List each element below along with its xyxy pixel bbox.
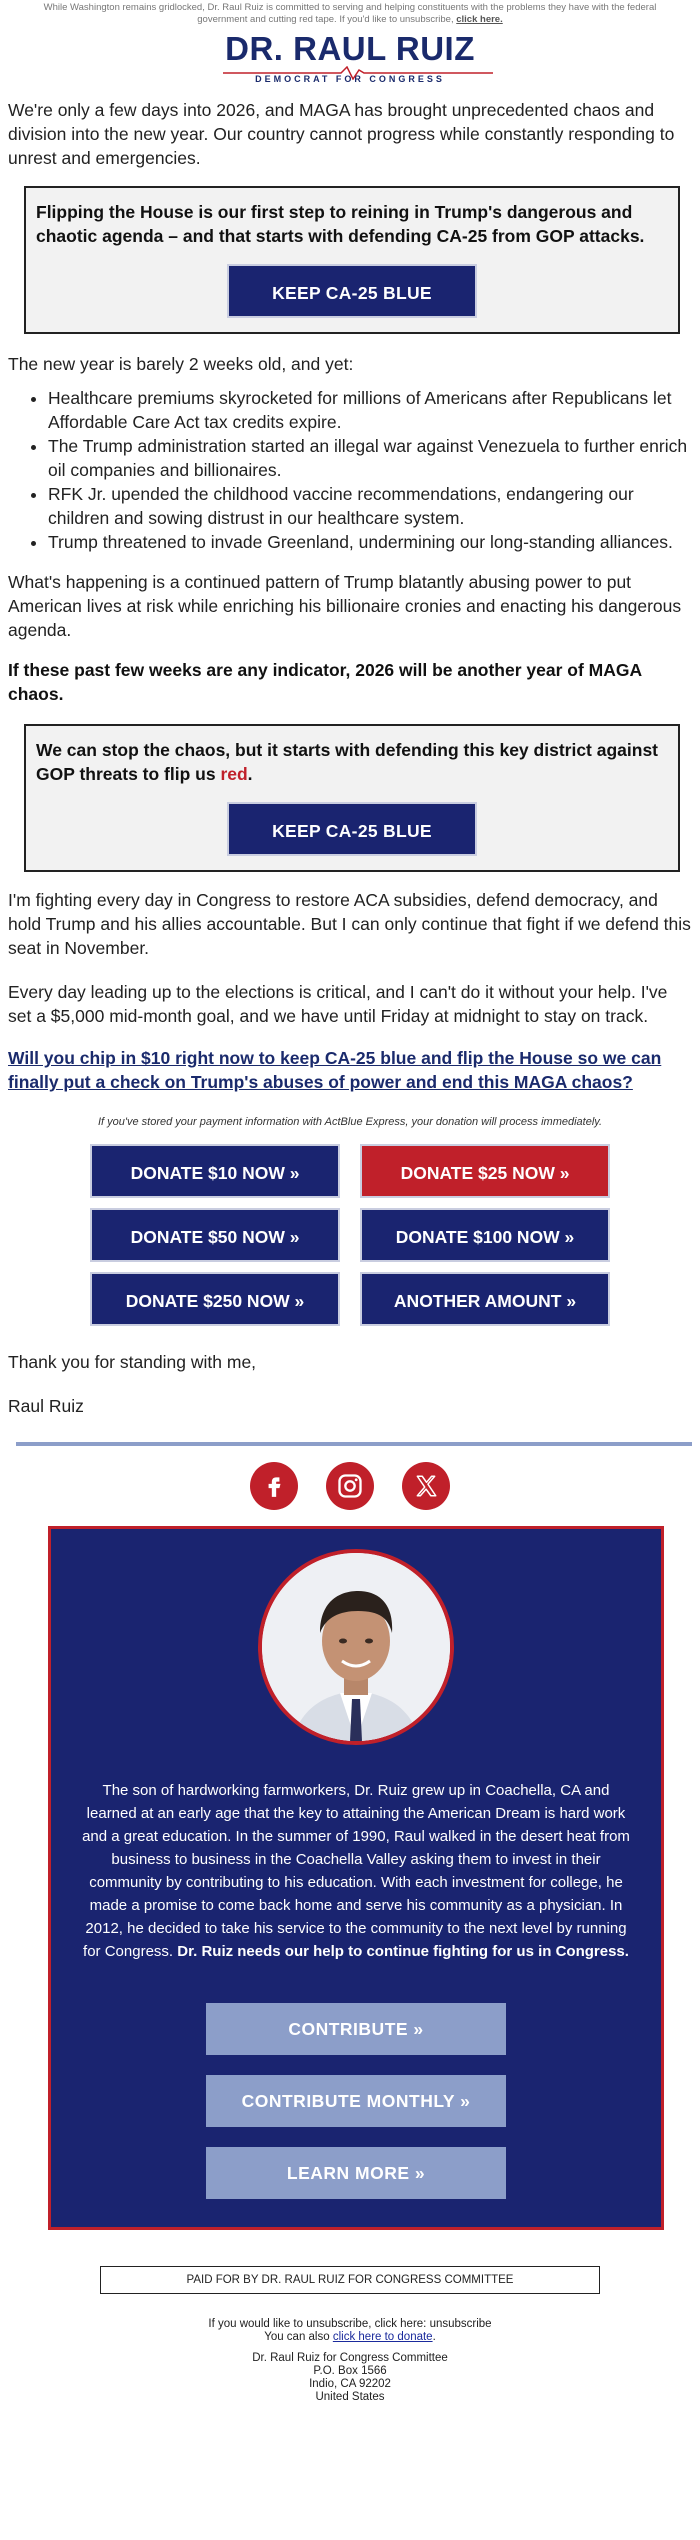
preheader-unsubscribe-link[interactable]: click here. (456, 14, 503, 25)
ask-link[interactable]: Will you chip in $10 right now to keep CA-25 blue and flip the House so we can finally put a check on Trump's abuses of power and end this MAGA chaos? (8, 1048, 662, 1092)
facebook-icon[interactable] (250, 1462, 298, 1510)
address-line: Dr. Raul Ruiz for Congress Committee (252, 2352, 448, 2364)
bio-text-body: The son of hardworking farmworkers, Dr. Ruiz grew up in Coachella, CA and learned at an early age that the key to attaining the American Dream is hard work and a great education. In the summer of 1990, Raul walked in the desert heat from business to business in the Coachella Valley asking them to invest in their community by contributing to his education. With each investment for college, he made a promise to come back home and serve his community as a physician. In 2012, he decided to take his service to the community to the next level by running for Congress. (82, 1782, 630, 1960)
list-item: • Trump threatened to invade Greenland, undermining our long-standing alliances. (48, 530, 692, 554)
social-links (8, 1462, 692, 1510)
pattern-paragraph: What's happening is a continued pattern of Trump blatantly abusing power to put American lives at risk while enriching his billionaire cronies and enacting his dangerous agenda. (8, 572, 682, 640)
portrait-icon (262, 1553, 450, 1741)
footer-donate-prefix: You can also (264, 2331, 333, 2343)
callout-2-text-before: We can stop the chaos, but it starts with defending this key district against GOP threats to flip us (36, 740, 659, 784)
donate-100-button[interactable]: DONATE $100 NOW » (360, 1208, 610, 1262)
list-item: • Healthcare premiums skyrocketed for millions of Americans after Republicans let Affordable Care Act tax credits expire. (48, 386, 692, 434)
list-item: • The Trump administration started an illegal war against Venezuela to further enrich oil companies and billionaires. (48, 434, 692, 482)
bio-text-bold: Dr. Ruiz needs our help to continue fighting for us in Congress. (177, 1943, 629, 1960)
x-icon[interactable] (402, 1462, 450, 1510)
fighting-paragraph: I'm fighting every day in Congress to restore ACA subsidies, defend democracy, and hold Trump and his allies accountable. But I can only continue that fight if we defend this seat in November. (8, 890, 691, 958)
lead-paragraph: The new year is barely 2 weeks old, and yet: (8, 354, 354, 374)
callout-1-text: Flipping the House is our first step to reining in Trump's dangerous and chaotic agenda – and that starts with defending CA-25 from GOP attacks. (36, 202, 645, 246)
goal-paragraph: Every day leading up to the elections is critical, and I can't do it without your help. I've set a $5,000 mid-month goal, and we have until Friday at midnight to stay on track. (8, 982, 668, 1026)
contribute-monthly-button[interactable]: CONTRIBUTE MONTHLY » (206, 2075, 506, 2127)
callout-box-2 (24, 724, 680, 872)
thanks-text: Thank you for standing with me, (8, 1352, 257, 1372)
avatar (258, 1549, 454, 1745)
contribute-button[interactable]: CONTRIBUTE » (206, 2003, 506, 2055)
indicator-paragraph: If these past few weeks are any indicator, 2026 will be another year of MAGA chaos. (8, 660, 642, 704)
logo-subtitle: DEMOCRAT FOR CONGRESS (255, 74, 445, 84)
another-amount-button[interactable]: ANOTHER AMOUNT » (360, 1272, 610, 1326)
address-line: P.O. Box 1566 (313, 2365, 387, 2377)
logo (8, 30, 692, 88)
callout-2-text-red: red (220, 764, 248, 784)
footer (8, 2318, 692, 2404)
address-line: United States (315, 2391, 385, 2403)
footer-donate-line (8, 2331, 692, 2344)
callout-2-text-after: . (247, 764, 253, 784)
list-item: • RFK Jr. upended the childhood vaccine recommendations, endangering our children and sowing distrust in our healthcare system. (48, 482, 692, 530)
bio-text (77, 1779, 635, 1963)
donate-250-button[interactable]: DONATE $250 NOW » (90, 1272, 340, 1326)
intro-paragraph: We're only a few days into 2026, and MAGA has brought unprecedented chaos and division into the new year. Our country cannot progress while constantly responding to unrest and emergencies. (8, 100, 675, 168)
donate-button-grid (90, 1144, 610, 1326)
keep-ca25-blue-button-2[interactable]: KEEP CA-25 BLUE (227, 802, 477, 856)
preheader-text: While Washington remains gridlocked, Dr. Raul Ruiz is committed to serving and helping constituents with the problems they have with the federal government and cutting red tape. If you'd like to unsubscribe, (43, 2, 657, 25)
keep-ca25-blue-button-1[interactable]: KEEP CA-25 BLUE (227, 264, 477, 318)
preheader (8, 0, 692, 26)
learn-more-button[interactable]: LEARN MORE » (206, 2147, 506, 2199)
actblue-note: If you've stored your payment information with ActBlue Express, your donation will process immediately. (97, 1116, 603, 1128)
footer-donate-suffix: . (432, 2331, 436, 2343)
paid-for-box: PAID FOR BY DR. RAUL RUIZ FOR CONGRESS COMMITTEE (100, 2266, 600, 2294)
footer-unsubscribe[interactable]: If you would like to unsubscribe, click here: unsubscribe (208, 2318, 492, 2330)
heartbeat-line-icon (223, 66, 493, 80)
divider (16, 1442, 692, 1446)
callout-2-text (36, 738, 668, 786)
logo-name: DR. RAUL RUIZ (225, 30, 475, 67)
footer-address (8, 2352, 692, 2404)
donate-10-button[interactable]: DONATE $10 NOW » (90, 1144, 340, 1198)
signature: Raul Ruiz (8, 1396, 84, 1416)
donate-50-button[interactable]: DONATE $50 NOW » (90, 1208, 340, 1262)
instagram-icon[interactable] (326, 1462, 374, 1510)
callout-box-1 (24, 186, 680, 334)
bullet-list (48, 386, 692, 554)
bio-section (48, 1526, 664, 2230)
address-line: Indio, CA 92202 (309, 2378, 391, 2390)
footer-donate-link[interactable]: click here to donate (332, 2331, 433, 2343)
donate-25-button[interactable]: DONATE $25 NOW » (360, 1144, 610, 1198)
